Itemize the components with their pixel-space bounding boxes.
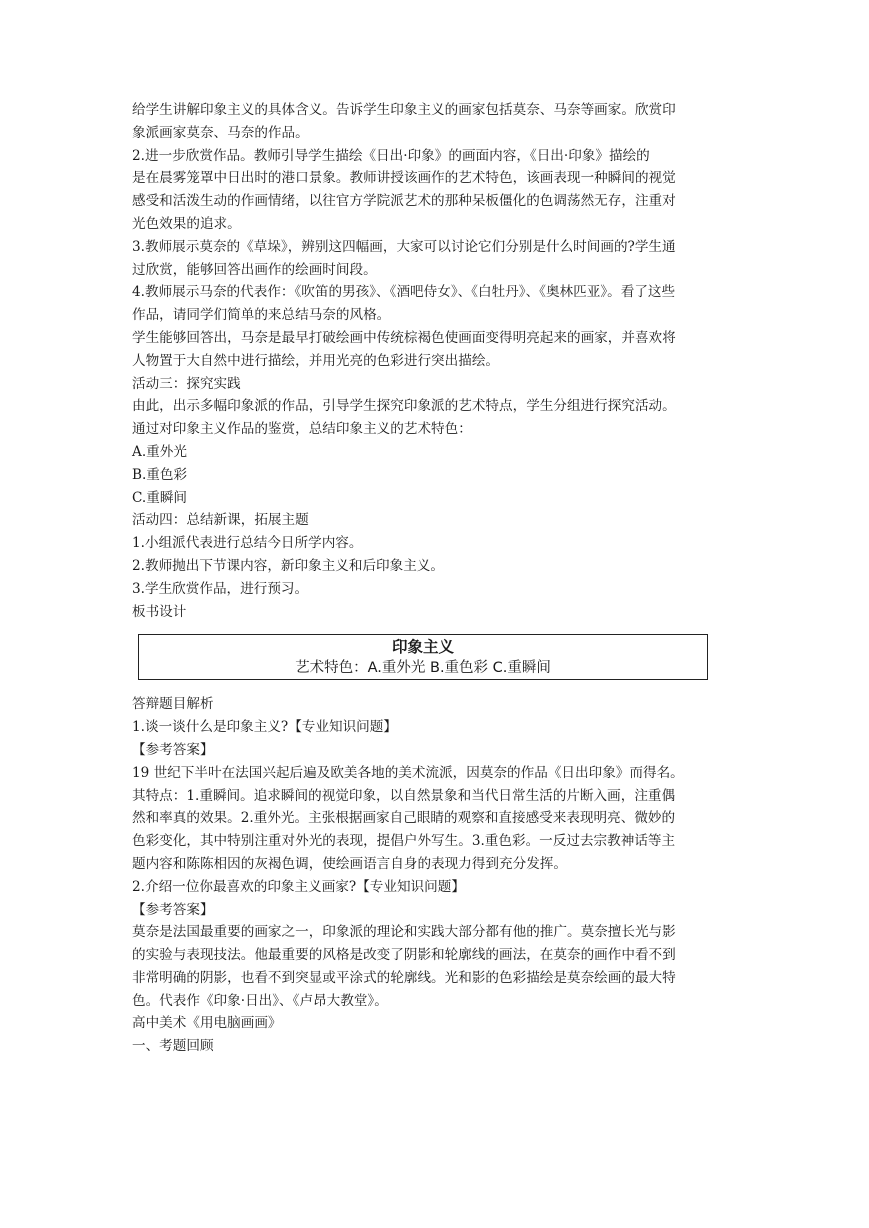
text-line: 光色效果的追求。 <box>132 215 241 232</box>
document-body <box>132 99 738 1058</box>
board-title: 印象主义 <box>391 638 454 657</box>
text-line: 通过对印象主义作品的鉴赏，总结印象主义的艺术特色： <box>132 421 472 438</box>
text-line: 作品，请同学们简单的来总结马奈的风格。 <box>132 307 391 324</box>
section-heading: 板书设计 <box>132 603 187 620</box>
text-line: 1.小组派代表进行总结今日所学内容。 <box>132 535 363 552</box>
text-line: 由此，出示多幅印象派的作品，引导学生探究印象派的艺术特点，学生分组进行探究活动。 <box>132 398 676 415</box>
section-heading: 一、考题回顾 <box>132 1038 214 1055</box>
feature-item: C.重瞬间 <box>132 489 188 506</box>
text-line: 然和率真的效果。2.重外光。主张根据画家自己眼睛的观察和直接感受来表现明亮、微妙的 <box>132 810 676 827</box>
section-heading: 答辩题目解析 <box>132 696 214 713</box>
text-line: 感受和活泼生动的作画情绪，以往官方学院派艺术的那种呆板僵化的色调荡然无存，注重对 <box>132 193 676 210</box>
text-line: 莫奈是法国最重要的画家之一，印象派的理论和实践大部分都有他的推广。莫奈擅长光与影 <box>132 924 676 941</box>
question: 2.介绍一位你最喜欢的印象主义画家?【专业知识问题】 <box>132 878 465 895</box>
text-line: 人物置于大自然中进行描绘，并用光亮的色彩进行突出描绘。 <box>132 352 500 369</box>
text-line: 3.教师展示莫奈的《草垛》，辨别这四幅画，大家可以讨论它们分别是什么时间画的?学生通 <box>132 238 676 255</box>
text-line: 题内容和陈陈相因的灰褐色调，使绘画语言自身的表现力得到充分发挥。 <box>132 855 567 872</box>
defense-questions <box>132 693 738 1058</box>
question: 1.谈一谈什么是印象主义?【专业知识问题】 <box>132 719 397 736</box>
blackboard-design-box <box>138 634 708 680</box>
text-line: 3.学生欣赏作品，进行预习。 <box>132 580 309 597</box>
feature-item: A.重外光 <box>132 443 187 460</box>
activity-heading: 活动四：总结新课，拓展主题 <box>132 512 309 529</box>
next-lesson-title: 高中美术《用电脑画画》 <box>132 1015 282 1032</box>
answer-label: 【参考答案】 <box>132 901 214 918</box>
text-line: 的实验与表现技法。他最重要的风格是改变了阴影和轮廓线的画法，在莫奈的画作中看不到 <box>132 947 676 964</box>
feature-item: B.重色彩 <box>132 466 188 483</box>
text-line: 色彩变化，其中特别注重对外光的表现，提倡户外写生。3.重色彩。一反过去宗教神话等主 <box>132 833 676 850</box>
text-line: 给学生讲解印象主义的具体含义。告诉学生印象主义的画家包括莫奈、马奈等画家。欣赏印 <box>132 102 676 118</box>
activity-heading: 活动三：探究实践 <box>132 375 241 392</box>
text-line: 19 世纪下半叶在法国兴起后遍及欧美各地的美术流派，因莫奈的作品《日出印象》而得名。 <box>132 764 684 781</box>
text-line: 2.教师抛出下节课内容，新印象主义和后印象主义。 <box>132 557 445 574</box>
text-line: 过欣赏，能够回答出画作的绘画时间段。 <box>132 261 377 278</box>
answer-label: 【参考答案】 <box>132 741 214 758</box>
text-line: 学生能够回答出，马奈是最早打破绘画中传统棕褐色使画面变得明亮起来的画家，并喜欢将 <box>132 329 676 346</box>
text-line: 非常明确的阴影，也看不到突显或平涂式的轮廓线。光和影的色彩描绘是莫奈绘画的最大特 <box>132 969 676 986</box>
text-line: 4.教师展示马奈的代表作：《吹笛的男孩》、《酒吧侍女》、《白牡丹》、《奥林匹亚》。看了这些 <box>132 284 676 301</box>
lesson-steps <box>132 99 738 623</box>
text-line: 象派画家莫奈、马奈的作品。 <box>132 124 309 141</box>
text-line: 是在晨雾笼罩中日出时的港口景象。教师讲授该画作的艺术特色，该画表现一种瞬间的视觉 <box>132 170 676 187</box>
board-subtitle: 艺术特色：A.重外光 B.重色彩 C.重瞬间 <box>295 660 551 677</box>
text-line: 2.进一步欣赏作品。教师引导学生描绘《日出·印象》的画面内容，《日出·印象》描绘的 <box>132 147 650 164</box>
text-line: 色。代表作《印象·日出》、《卢昂大教堂》。 <box>132 992 388 1009</box>
text-line: 其特点：1.重瞬间。追求瞬间的视觉印象，以自然景象和当代日常生活的片断入画，注重偶 <box>132 787 676 804</box>
